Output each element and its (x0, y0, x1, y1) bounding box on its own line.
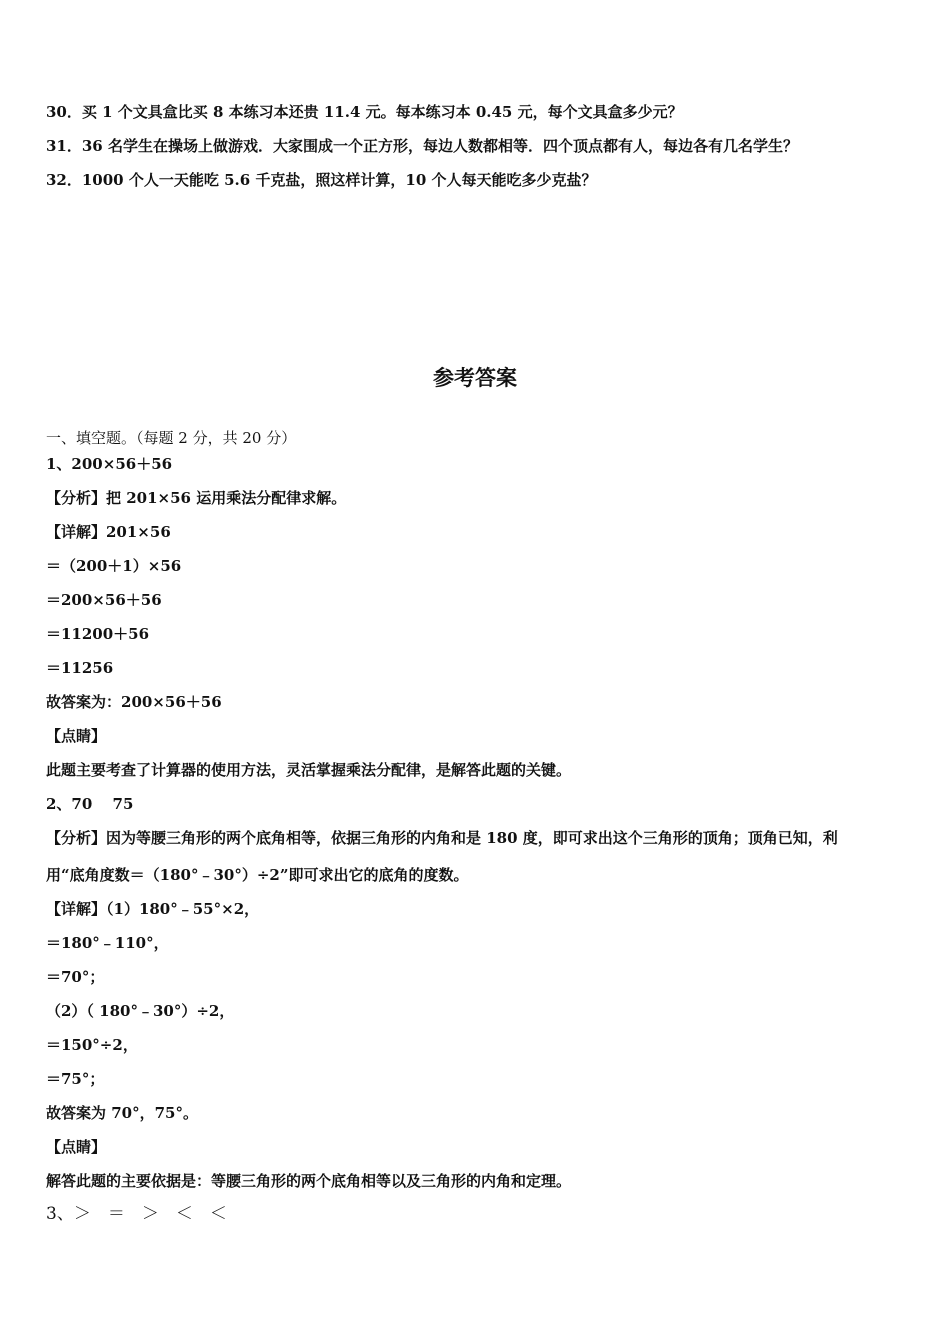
analysis-2-line2: 用“底角度数＝（180°﹣30°）÷2”即可求出它的底角的度数。 (46, 866, 469, 884)
detail-2: 【详解】（1）180°﹣55°×2， (46, 900, 260, 918)
answers-title: 参考答案 (433, 366, 517, 390)
conclusion-1: 故答案为：200×56＋56 (46, 693, 222, 711)
step-1-4: ＝11256 (46, 659, 114, 677)
question-30: 30．买 1 个文具盒比买 8 本练习本还贵 11.4 元。每本练习本 0.45 元，每个文具盒多少元？ (46, 103, 683, 121)
step-2-4: ＝150°÷2， (46, 1036, 138, 1054)
comment-label-1: 【点睛】 (46, 727, 107, 745)
step-1-2: ＝200×56＋56 (46, 591, 162, 609)
comment-2: 解答此题的主要依据是：等腰三角形的两个底角相等以及三角形的内角和定理。 (46, 1172, 572, 1190)
answer-3: 3、＞ ＝ ＞ ＜ ＜ (46, 1204, 227, 1224)
step-1-1: ＝（200＋1）×56 (46, 557, 182, 575)
comment-1: 此题主要考查了计算器的使用方法，灵活掌握乘法分配律，是解答此题的关键。 (46, 761, 572, 779)
conclusion-2: 故答案为 70°，75°。 (46, 1104, 198, 1122)
detail-1: 【详解】201×56 (46, 523, 171, 541)
answer-2: 2、70 75 (46, 795, 134, 813)
step-2-5: ＝75°； (46, 1070, 105, 1088)
step-2-3: （2）（ 180°﹣30°）÷2， (46, 1002, 235, 1020)
section-heading: 一、填空题。（每题 2 分，共 20 分） (46, 429, 297, 447)
analysis-2-line1: 【分析】因为等腰三角形的两个底角相等，依据三角形的内角和是 180 度，即可求出这个三角形的顶角；顶角已知，利 (46, 829, 838, 847)
analysis-1: 【分析】把 201×56 运用乘法分配律求解。 (46, 489, 347, 507)
step-2-1: ＝180°﹣110°， (46, 934, 169, 952)
step-1-3: ＝11200＋56 (46, 625, 150, 643)
comment-label-2: 【点睛】 (46, 1138, 107, 1156)
question-32: 32．1000 个人一天能吃 5.6 千克盐，照这样计算，10 个人每天能吃多少克盐？ (46, 171, 597, 189)
question-31: 31．36 名学生在操场上做游戏．大家围成一个正方形，每边人数都相等．四个顶点都有人，每边各有几名学生？ (46, 137, 798, 155)
answer-1: 1、200×56＋56 (46, 455, 173, 473)
step-2-2: ＝70°； (46, 968, 105, 986)
